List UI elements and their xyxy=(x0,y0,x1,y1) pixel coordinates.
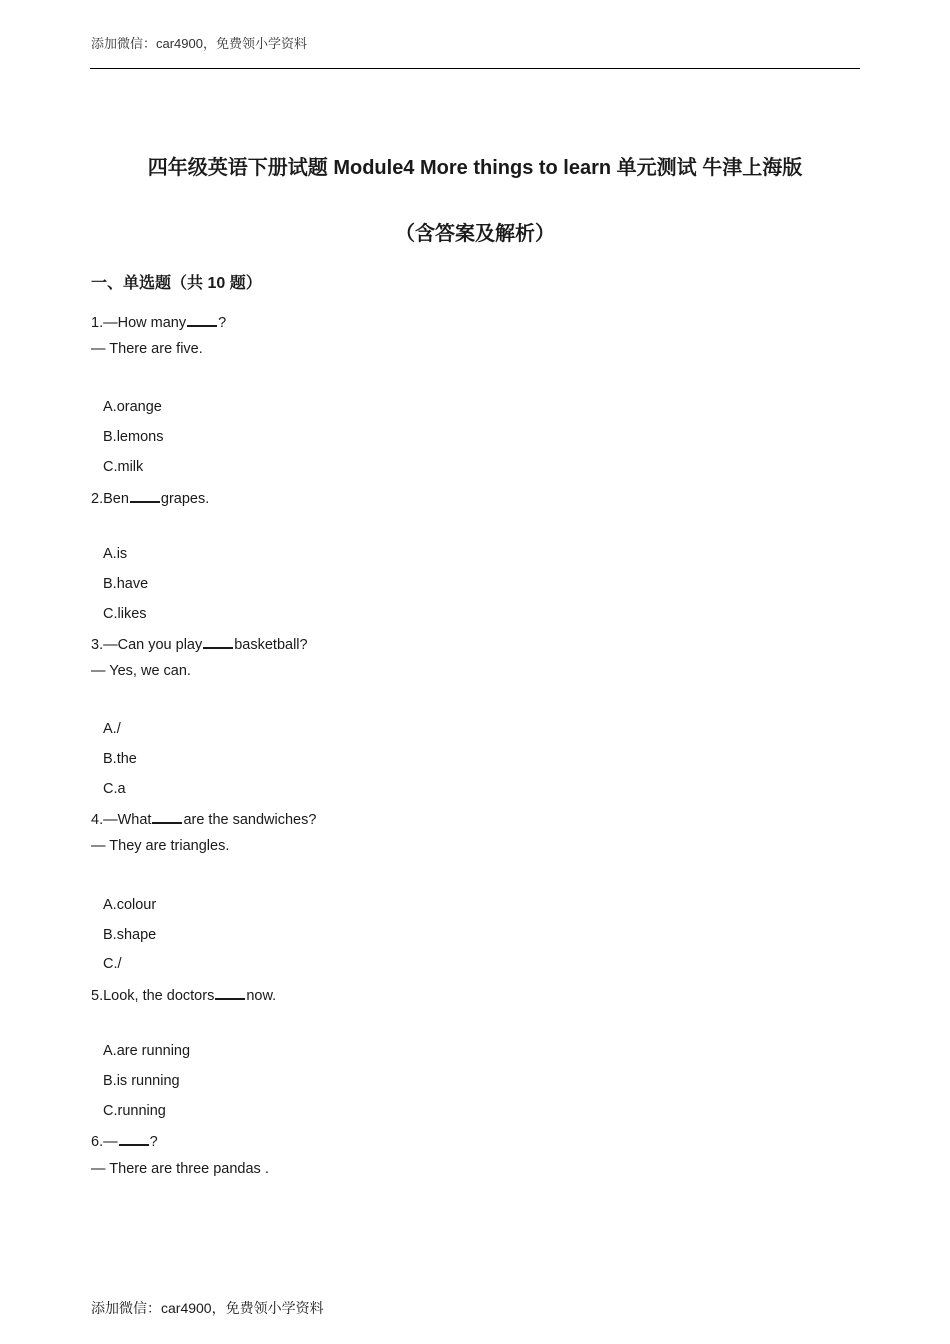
question-2-option-a: A.is xyxy=(103,546,128,562)
prompt-text: are the sandwiches? xyxy=(183,812,317,828)
answer-blank xyxy=(119,1130,149,1146)
section-heading: 一、单选题（共 10 题） xyxy=(91,275,262,292)
header-note: 添加微信：car4900，免费领小学资料 xyxy=(91,36,307,51)
answer-blank xyxy=(152,808,182,824)
question-3-option-a: A./ xyxy=(103,721,121,737)
question-2-option-b: B.have xyxy=(103,576,149,592)
answer-blank xyxy=(203,633,233,649)
question-3-prompt xyxy=(91,633,308,654)
question-2-prompt xyxy=(91,487,209,508)
question-3-option-b: B.the xyxy=(103,751,137,767)
question-1-option-c: C.milk xyxy=(103,459,144,475)
question-6-prompt xyxy=(91,1130,158,1151)
question-4-prompt xyxy=(91,808,316,829)
answer-blank xyxy=(215,984,245,1000)
prompt-text: 3.—Can you play xyxy=(91,637,203,653)
header-rule xyxy=(90,68,860,69)
question-4-option-b: B.shape xyxy=(103,927,157,943)
question-1-option-a: A.orange xyxy=(103,399,162,415)
prompt-text: 5.Look, the doctors xyxy=(91,988,215,1004)
question-1-option-b: B.lemons xyxy=(103,429,164,445)
prompt-text: ? xyxy=(218,315,227,331)
question-4-reply: — They are triangles. xyxy=(91,838,230,854)
question-5-option-a: A.are running xyxy=(103,1043,191,1059)
question-5-prompt xyxy=(91,984,276,1005)
document-title: 四年级英语下册试题 Module4 More things to learn 单元测试 牛津上海版 xyxy=(147,157,803,179)
prompt-text: now. xyxy=(246,988,277,1004)
prompt-text: ? xyxy=(149,1134,158,1150)
prompt-text: 4.—What xyxy=(91,812,152,828)
question-4-option-c: C./ xyxy=(103,956,122,972)
answer-blank xyxy=(187,311,217,327)
question-3-reply: — Yes, we can. xyxy=(91,663,191,679)
question-3-option-c: C.a xyxy=(103,781,126,797)
prompt-text: 2.Ben xyxy=(91,491,129,507)
question-5-option-b: B.is running xyxy=(103,1073,180,1089)
question-6-reply: — There are three pandas . xyxy=(91,1161,269,1177)
question-5-option-c: C.running xyxy=(103,1103,166,1119)
prompt-text: basketball? xyxy=(234,637,308,653)
question-2-option-c: C.likes xyxy=(103,606,147,622)
footer-note: 添加微信：car4900，免费领小学资料 xyxy=(91,1300,324,1316)
question-4-option-a: A.colour xyxy=(103,897,157,913)
question-1-prompt xyxy=(91,311,226,332)
question-1-reply: — There are five. xyxy=(91,341,203,357)
prompt-text: grapes. xyxy=(160,491,210,507)
prompt-text: 1.—How many xyxy=(91,315,187,331)
answer-blank xyxy=(130,487,160,503)
prompt-text: 6.— xyxy=(91,1134,118,1150)
document-subtitle: （含答案及解析） xyxy=(395,223,555,245)
